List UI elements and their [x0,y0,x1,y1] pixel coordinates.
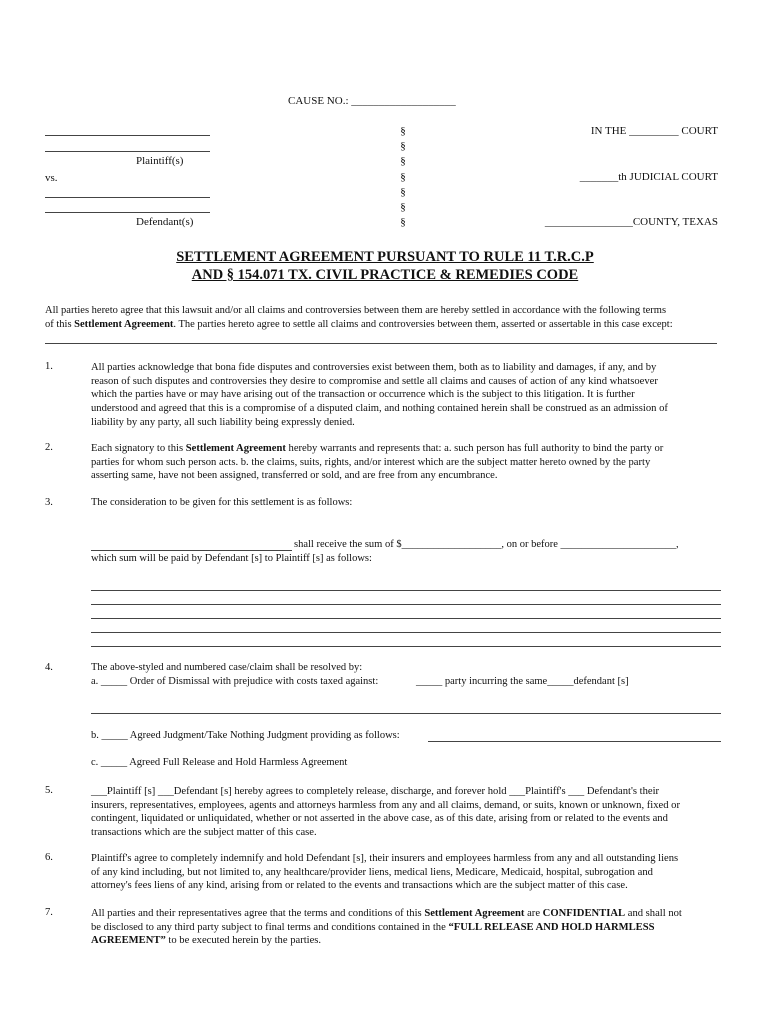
section-symbol: § [400,170,406,183]
paragraph-2-number: 2. [45,442,53,453]
section-symbols-column [398,124,408,230]
plaintiff-line-2 [45,151,210,152]
section-symbol: § [400,140,406,153]
paragraph-7: All parties and their representatives agree that the terms and conditions of this Settlement Agreement are CONFIDENTIAL and shall not be disclosed to any third party subject to final terms and conditions contained in the “FULL RELEASE AND HOLD HARMLESS AGREEMENT” to be executed herein by the parties. [91,908,682,947]
paragraph-2: Each signatory to this Settlement Agreement hereby warrants and represents that: a. such person has full authority to bind the party or parties for whom such person acts. b. the claims, suits, rights, and/or interest which are the subject matter hereto owned by the party asserting same, have not been assigned, transferred or sold, and are free from any encumbrance. [91,443,664,482]
payment-blank-line [91,646,721,647]
defendant-line-1 [45,197,210,198]
option-a-blank-line [91,713,721,714]
option-b-agreed-judgment: b. _____ Agreed Judgment/Take Nothing Judgment providing as follows: [91,730,400,741]
plaintiff-line-1 [45,135,210,136]
paragraph-1-number: 1. [45,361,53,372]
payment-blank-line [91,604,721,605]
court-line-3: ________________COUNTY, TEXAS [544,216,718,228]
title-line-2: AND § 154.071 TX. CIVIL PRACTICE & REMEDIES CODE [191,267,579,283]
paragraph-4-intro: The above-styled and numbered case/claim shall be resolved by: [91,662,363,673]
versus-label: vs. [45,172,58,184]
title-line-1: SETTLEMENT AGREEMENT PURSUANT TO RULE 11 T.R.C.P [176,249,594,265]
section-symbol: § [400,125,406,137]
paragraph-6: Plaintiff's agree to completely indemnify and hold Defendant [s], their insurers and employees harmless from any and all outstanding liens of any kind including, but not limited to, any healthcare/provider liens, medical liens, Medicare, Medicaid, hospital, subrogation and attorney's fees liens of any kind, arising from or related to the events and transactions which are the subject matter of this case. [91,853,679,892]
option-b-blank-line [428,741,721,742]
payment-blank-line [91,632,721,633]
paragraph-1: All parties acknowledge that bona fide disputes and controversies exist between them, both as to liability and damages, if any, and by reason of such disputes and controversies they desire to compromise and settle all claims and causes of action of any kind whatsoever which the parties have or may have arising out of the transaction or occurrence which is the subject to this litigation. It is further understood and agreed that this is a compromise of a disputed claim, and nothing contained herein shall be construed as an admission of liability by any party, all such liability being expressly denied. [91,362,668,428]
payment-blank-line [91,618,721,619]
section-symbol: § [400,216,406,229]
payment-terms-text: which sum will be paid by Defendant [s] to Plaintiff [s] as follows: [91,553,372,564]
section-symbol: § [400,185,406,198]
court-line-2: _______th JUDICIAL COURT [579,171,718,183]
paragraph-3-intro: The consideration to be given for this settlement is as follows: [91,497,353,508]
option-c-release: c. _____ Agreed Full Release and Hold Harmless Agreement [91,757,348,768]
receive-sum-text: shall receive the sum of $___________________, on or before ______________________, [294,539,679,550]
exception-blank-line [45,343,717,344]
paragraph-3-number: 3. [45,497,53,508]
cause-number: CAUSE NO.: ___________________ [288,95,456,107]
paragraph-6-number: 6. [45,852,53,863]
payment-blank-line [91,590,721,591]
recipient-blank-line [91,550,292,551]
paragraph-5: ___Plaintiff [s] ___Defendant [s] hereby agrees to completely release, discharge, and forever hold ___Plaintiff's ___ Defendant's their insurers, representatives, employees, agents and attorneys harmless from any and all claims, demand, or suits, known or unknown, fixed or contingent, liquidated or unliquidated, whether or not asserted in the above case, as of this date, arising from or related to the events and transactions which are the subject matter of this case. [91,786,680,839]
court-line-1: IN THE _________ COURT [590,125,718,137]
paragraph-4-number: 4. [45,662,53,673]
intro-line-2: of this Settlement Agreement. The parties hereto agree to settle all claims and controversies between them, asserted or assertable in this case except: [45,319,673,330]
paragraph-7-number: 7. [45,907,53,918]
section-symbol: § [400,201,406,214]
defendant-line-2 [45,212,210,213]
paragraph-5-number: 5. [45,785,53,796]
intro-line-1: All parties hereto agree that this lawsuit and/or all claims and controversies between them are hereby settled in accordance with the following terms [45,305,667,316]
option-a-dismissal: a. _____ Order of Dismissal with prejudice with costs taxed against: [91,676,379,687]
section-symbol: § [400,155,406,168]
defendant-label: Defendant(s) [136,216,194,228]
plaintiff-label: Plaintiff(s) [136,155,184,167]
option-a-cost-parties: _____ party incurring the same_____defendant [s] [416,676,629,687]
